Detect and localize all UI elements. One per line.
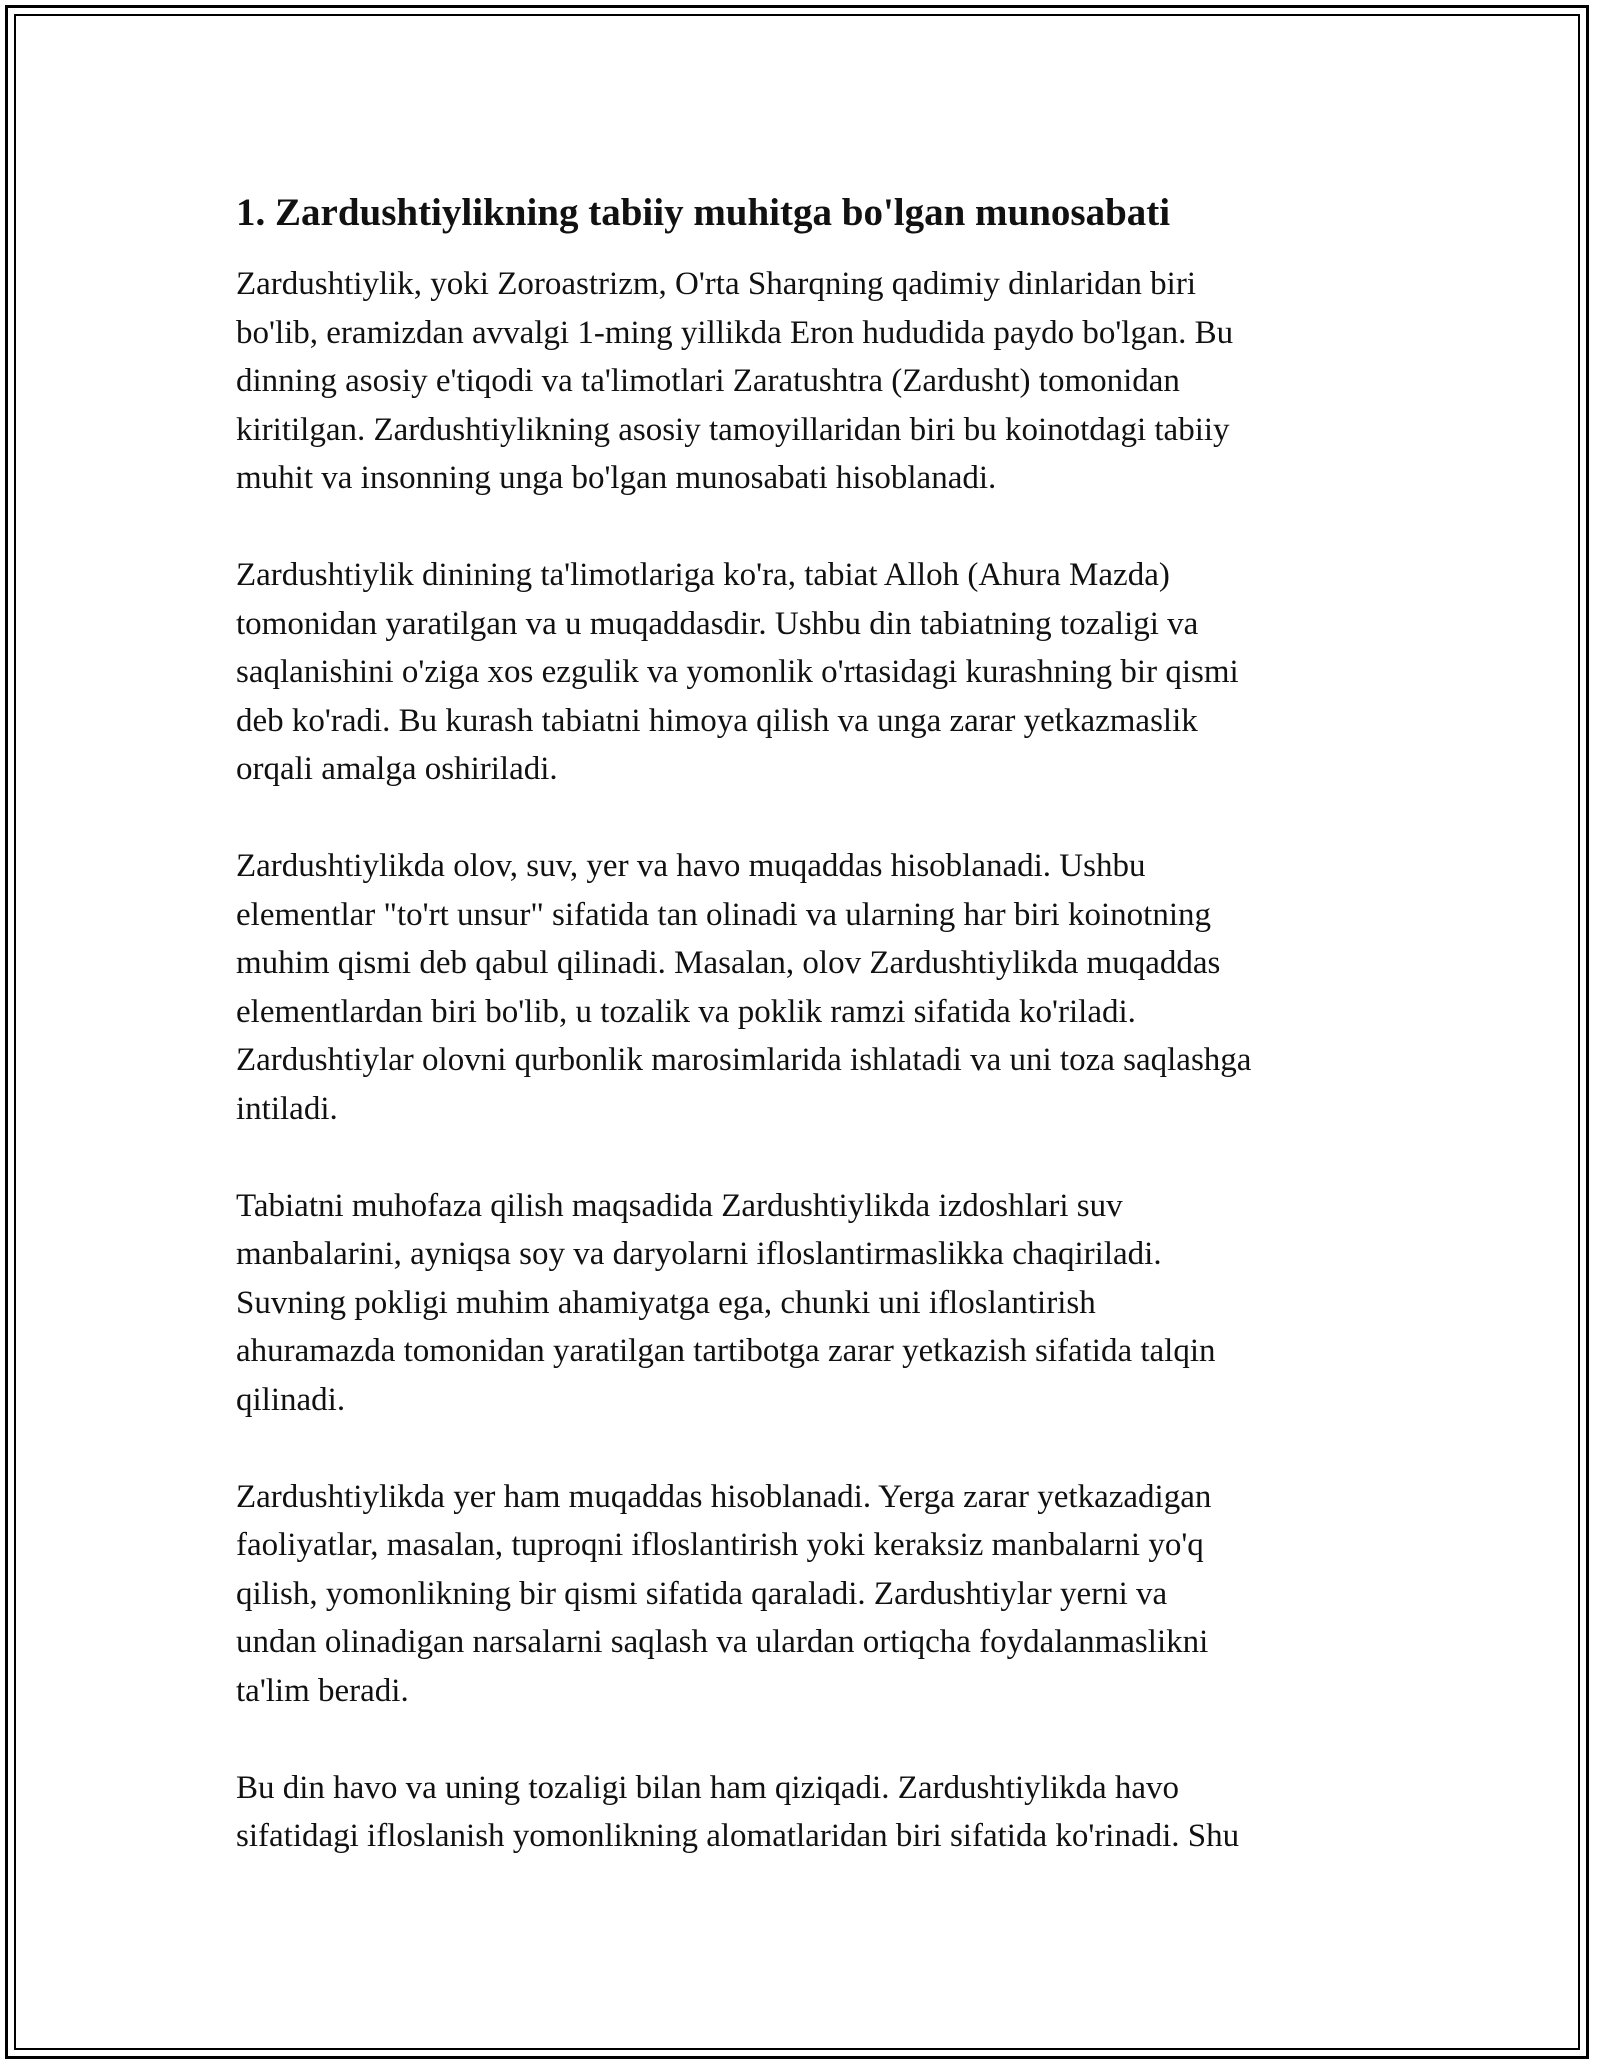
text-line: dinning asosiy e'tiqodi va ta'limotlari Zaratushtra (Zardusht) tomonidan <box>236 363 1180 399</box>
paragraph-2 <box>236 551 1376 794</box>
text-line: manbalarini, ayniqsa soy va daryolarni ifloslantirmaslikka chaqiriladi. <box>236 1236 1162 1272</box>
page-title: 1. Zardushtiylikning tabiiy muhitga bo'lgan munosabati <box>236 191 1171 234</box>
document-body <box>236 188 1376 1909</box>
text-line: Zardushtiylik, yoki Zoroastrizm, O'rta Sharqning qadimiy dinlaridan biri <box>236 266 1197 302</box>
text-line: Zardushtiylik dinining ta'limotlariga ko'ra, tabiat Alloh (Ahura Mazda) <box>236 557 1170 593</box>
text-line: Bu din havo va uning tozaligi bilan ham qiziqadi. Zardushtiylikda havo <box>236 1769 1180 1806</box>
text-line: Tabiatni muhofaza qilish maqsadida Zardushtiylikda izdoshlari suv <box>236 1187 1123 1224</box>
text-line: deb ko'radi. Bu kurash tabiatni himoya qilish va unga zarar yetkazmaslik <box>236 702 1198 739</box>
text-line: muhit va insonning unga bo'lgan munosabati hisoblanadi. <box>236 460 997 496</box>
text-line: bo'lib, eramizdan avvalgi 1-ming yillikda Eron hududida paydo bo'lgan. Bu <box>236 314 1234 351</box>
text-line: Zardushtiylar olovni qurbonlik marosimlarida ishlatadi va uni toza saqlashga <box>236 1042 1252 1078</box>
paragraph-3 <box>236 842 1376 1133</box>
paragraph-6 <box>236 1764 1376 1861</box>
text-line: saqlanishini o'ziga xos ezgulik va yomonlik o'rtasidagi kurashning bir qismi <box>236 654 1239 690</box>
text-line: orqali amalga oshiriladi. <box>236 751 558 787</box>
text-line: qilinadi. <box>236 1381 346 1418</box>
text-line: elementlardan biri bo'lib, u tozalik va poklik ramzi sifatida ko'riladi. <box>236 993 1136 1030</box>
text-line: Zardushtiylikda olov, suv, yer va havo muqaddas hisoblanadi. Ushbu <box>236 848 1146 884</box>
paragraph-5 <box>236 1473 1376 1716</box>
text-line: tomonidan yaratilgan va u muqaddasdir. Ushbu din tabiatning tozaligi va <box>236 605 1199 642</box>
text-line: qilish, yomonlikning bir qismi sifatida qaraladi. Zardushtiylar yerni va <box>236 1575 1168 1612</box>
text-line: Suvning pokligi muhim ahamiyatga ega, chunki uni ifloslantirish <box>236 1284 1096 1321</box>
text-line: Zardushtiylikda yer ham muqaddas hisoblanadi. Yerga zarar yetkazadigan <box>236 1478 1212 1515</box>
paragraph-4 <box>236 1182 1376 1425</box>
text-line: undan olinadigan narsalarni saqlash va ulardan ortiqcha foydalanmaslikni <box>236 1624 1209 1660</box>
text-line: intiladi. <box>236 1090 338 1127</box>
paragraph-1 <box>236 260 1376 503</box>
text-line: faoliyatlar, masalan, tuproqni ifloslantirish yoki keraksiz manbalarni yo'q <box>236 1527 1204 1563</box>
text-line: muhim qismi deb qabul qilinadi. Masalan, olov Zardushtiylikda muqaddas <box>236 945 1221 981</box>
text-line: elementlar "to'rt unsur" sifatida tan olinadi va ularning har biri koinotning <box>236 896 1211 933</box>
text-line: kiritilgan. Zardushtiylikning asosiy tamoyillaridan biri bu koinotdagi tabiiy <box>236 411 1230 448</box>
text-line: ta'lim beradi. <box>236 1672 409 1709</box>
text-line: sifatidagi ifloslanish yomonlikning alomatlaridan biri sifatida ko'rinadi. Shu <box>236 1818 1240 1854</box>
text-line: ahuramazda tomonidan yaratilgan tartibotga zarar yetkazish sifatida talqin <box>236 1333 1216 1369</box>
